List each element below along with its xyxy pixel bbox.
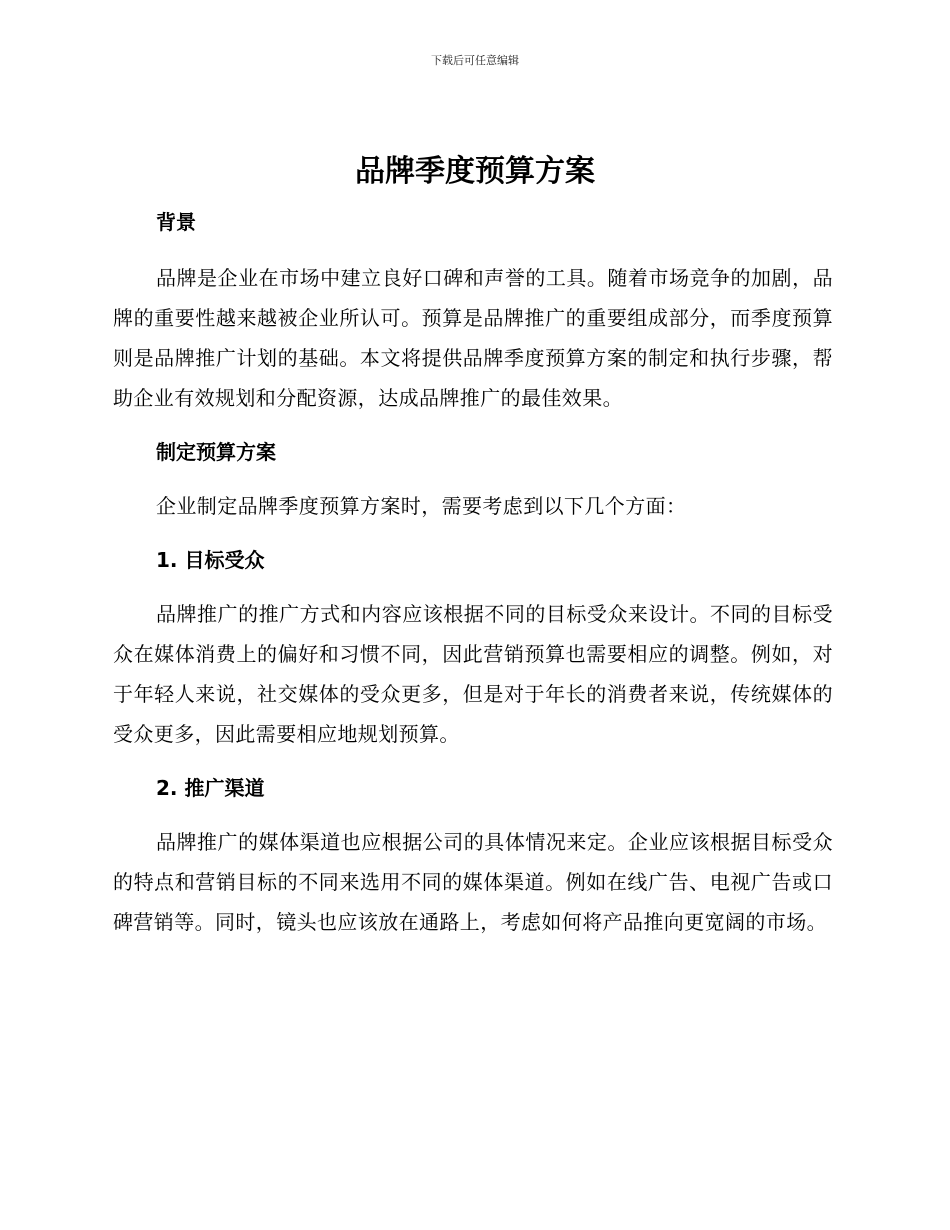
document-body	[113, 202, 833, 942]
spacer	[113, 580, 833, 594]
section-heading-audience: 1. 目标受众	[156, 548, 265, 572]
spacer	[113, 808, 833, 822]
spacer	[113, 526, 833, 540]
section-heading-background: 背景	[156, 210, 196, 234]
paragraph-background: 品牌是企业在市场中建立良好口碑和声誉的工具。随着市场竞争的加剧，品牌的重要性越来越被企业所认可。预算是品牌推广的重要组成部分，而季度预算则是品牌推广计划的基础。本文将提供品牌季度预算方案的制定和执行步骤，帮助企业有效规划和分配资源，达成品牌推广的最佳效果。	[113, 266, 833, 410]
paragraph-plan: 企业制定品牌季度预算方案时，需要考虑到以下几个方面：	[156, 494, 687, 518]
header-note: 下载后可任意编辑	[431, 54, 519, 67]
section-heading-channels: 2. 推广渠道	[156, 776, 265, 800]
section-heading-plan: 制定预算方案	[156, 440, 276, 464]
spacer	[113, 242, 833, 258]
paragraph-audience: 品牌推广的推广方式和内容应该根据不同的目标受众来设计。不同的目标受众在媒体消费上的偏好和习惯不同，因此营销预算也需要相应的调整。例如，对于年轻人来说，社交媒体的受众更多，但是对于年长的消费者来说，传统媒体的受众更多，因此需要相应地规划预算。	[113, 602, 833, 746]
document-title: 品牌季度预算方案	[355, 154, 595, 189]
spacer	[113, 418, 833, 432]
spacer	[113, 754, 833, 768]
paragraph-channels: 品牌推广的媒体渠道也应根据公司的具体情况来定。企业应该根据目标受众的特点和营销目标的不同来选用不同的媒体渠道。例如在线广告、电视广告或口碑营销等。同时，镜头也应该放在通路上，考虑如何将产品推向更宽阔的市场。	[113, 830, 833, 934]
spacer	[113, 472, 833, 486]
